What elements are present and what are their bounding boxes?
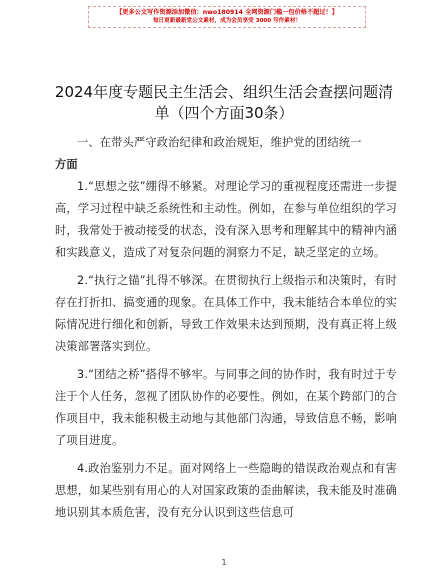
item-2-text: 在贯彻执行上级指示和决策时，有时存在打折扣、搞变通的现象。在具体工作中，我未能结合本单位的实际情况进行细化和创新，导致工作效果未达到预期，没有真正将上级决策部署落实到位。 — [55, 274, 397, 353]
item-1-text: 对理论学习的重视程度还需进一步提高，学习过程中缺乏系统性和主动性。例如，在参与单位组织的学习时，我常处于被动接受的状态，没有深入思考和理解其中的精神内涵和实践意义，造成了对复杂问题的洞察力不足，缺乏坚定的立场。 — [55, 180, 397, 259]
paragraph-item-3 — [55, 364, 397, 452]
promo-banner-line2: 每日更新最新党公文素材，成为会员享受 3000 写作素材！ — [152, 18, 302, 24]
item-4-text: 面对网络上一些隐晦的错误政治观点和有害思想，如某些别有用心的人对国家政策的歪曲解读，我未能及时准确地识别其本质危害，没有充分认识到这些信息可 — [55, 462, 397, 519]
item-1-lead: 1.“思想之弦”绷得不够紧。 — [77, 180, 215, 193]
paragraph-item-2 — [55, 270, 397, 358]
item-3-lead: 3.“团结之桥”搭得不够牢。 — [77, 368, 215, 381]
item-4-lead: 4.政治鉴别力不足。 — [77, 462, 180, 475]
section-heading — [55, 132, 397, 176]
document-title: 2024年度专题民主生活会、组织生活会查摆问题清单（四个方面30条） — [54, 83, 394, 122]
item-3-text: 与同事之间的协作时，我有时过于专注于个人任务，忽视了团队协作的必要性。例如，在某个跨部门的合作项目中，我未能积极主动地与其他部门沟通，导致信息不畅，影响了项目进度。 — [55, 368, 397, 447]
section-heading-line1: 一、在带头严守政治纪律和政治规矩，维护党的团结统一 — [77, 136, 362, 149]
paragraph-item-4 — [55, 458, 397, 552]
promo-banner — [88, 6, 366, 28]
promo-banner-line1: 【更多公文写作资源添加微信：nwo180914 全网资源门槛一包价格不超过！】 — [116, 9, 338, 16]
page-number: 1 — [221, 558, 227, 567]
item-2-lead: 2.“执行之锚”扎得不够深。 — [77, 274, 215, 287]
section-heading-line2: 方面 — [55, 158, 78, 171]
paragraph-item-1 — [55, 176, 397, 264]
